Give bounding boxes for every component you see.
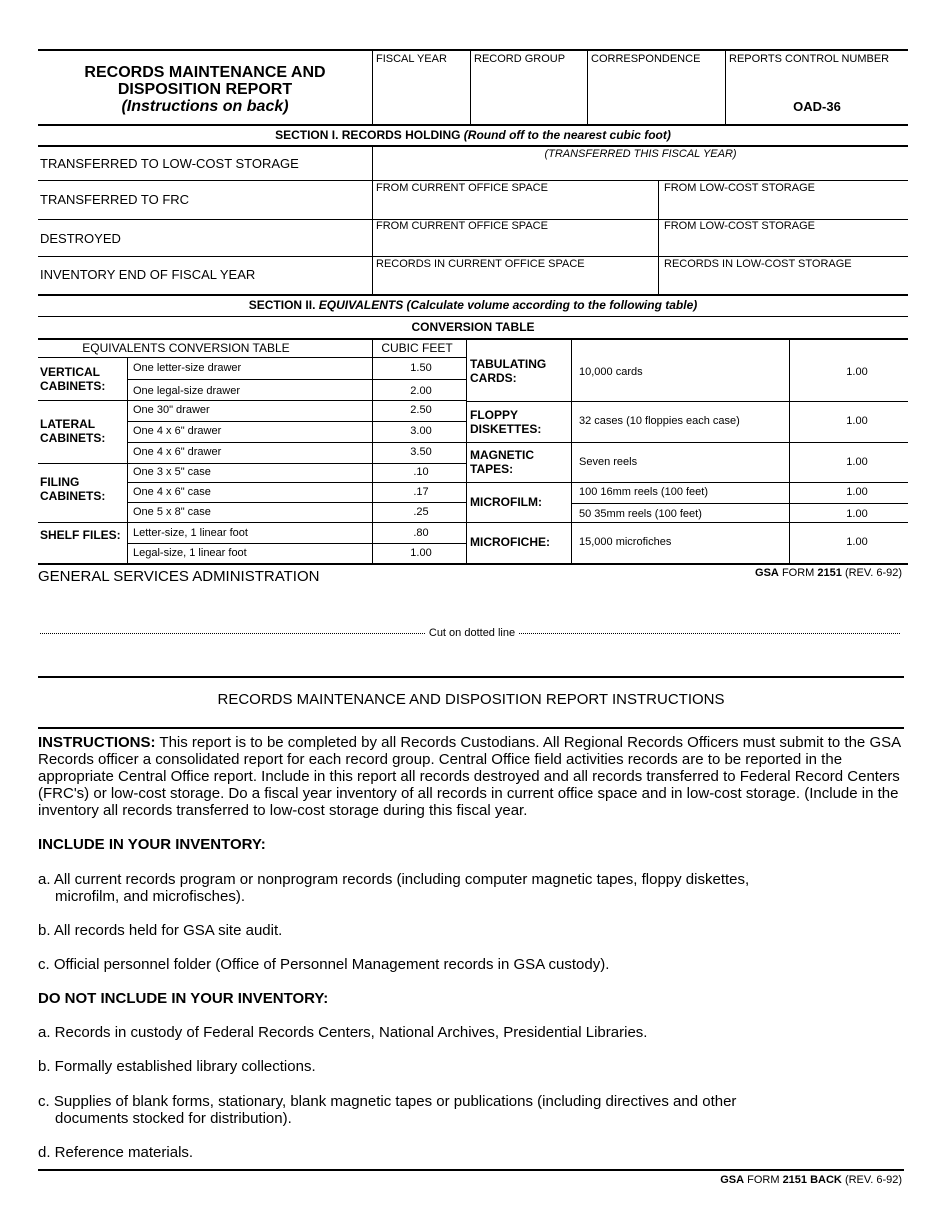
form-word: FORM: [747, 1174, 780, 1186]
destroyed-low-cost-field[interactable]: FROM LOW-COST STORAGE: [664, 220, 815, 232]
correspondence-field[interactable]: CORRESPONDENCE: [591, 53, 701, 65]
item-desc: Legal-size, 1 linear foot: [133, 547, 247, 559]
item-desc: Seven reels: [579, 456, 638, 468]
cut-line-label: Cut on dotted line: [428, 627, 516, 639]
section1-title: [38, 128, 908, 142]
include-item-a-line2: microfilm, and microfisches).: [55, 888, 246, 905]
item-desc: 50 35mm reels (100 feet): [579, 508, 702, 520]
col-header-cubic-feet: CUBIC FEET: [381, 341, 453, 355]
agency-name: GENERAL SERVICES ADMINISTRATION: [38, 568, 320, 585]
include-item-c: c. Official personnel folder (Office of Personnel Management records in GSA custody).: [38, 956, 610, 973]
exclude-item-c-line2: documents stocked for distribution).: [55, 1110, 292, 1127]
group-magnetic-tapes: MAGNETIC TAPES:: [470, 448, 534, 476]
exclude-item-c-line1: c. Supplies of blank forms, stationary, blank magnetic tapes or publications (including directives and other: [38, 1093, 737, 1110]
item-value: 1.50: [410, 362, 432, 374]
item-value: 1.00: [846, 366, 868, 378]
item-value: .10: [413, 466, 429, 478]
item-value: 3.50: [410, 446, 432, 458]
include-item-a-line1: a. All current records program or nonprogram records (including computer magnetic tapes, floppy diskettes,: [38, 871, 750, 888]
group-shelf-files: SHELF FILES:: [40, 528, 121, 542]
item-value: 1.00: [846, 536, 868, 548]
form-gsa: GSA: [755, 567, 779, 579]
form-number-front: [755, 567, 902, 579]
instructions-intro: [38, 734, 908, 819]
item-desc: One 4 x 6" case: [133, 486, 211, 498]
frc-low-cost-field[interactable]: FROM LOW-COST STORAGE: [664, 182, 815, 194]
row-frc-label: TRANSFERRED TO FRC: [40, 192, 190, 207]
item-value: 2.00: [410, 385, 432, 397]
item-desc: One 4 x 6" drawer: [133, 425, 222, 437]
record-group-field[interactable]: RECORD GROUP: [474, 53, 566, 65]
include-item-a: [38, 871, 908, 905]
cut-line-left: [40, 633, 425, 634]
col-header-equivalents: EQUIVALENTS CONVERSION TABLE: [82, 341, 290, 355]
row-inventory-label: INVENTORY END OF FISCAL YEAR: [40, 267, 256, 282]
low-cost-storage-input[interactable]: [373, 162, 908, 179]
item-value: 1.00: [846, 508, 868, 520]
item-desc: One legal-size drawer: [133, 385, 240, 397]
section1-title-note: (Round off to the nearest cubic foot): [463, 128, 671, 142]
item-desc: 32 cases (10 floppies each case): [579, 415, 740, 427]
item-desc: One 4 x 6" drawer: [133, 446, 222, 458]
form-subtitle: (Instructions on back): [121, 98, 289, 115]
reports-control-number-label: REPORTS CONTROL NUMBER: [729, 53, 890, 65]
inventory-current-office-field[interactable]: RECORDS IN CURRENT OFFICE SPACE: [376, 258, 585, 270]
destroyed-current-office-field[interactable]: FROM CURRENT OFFICE SPACE: [376, 220, 548, 232]
item-value: .25: [413, 506, 429, 518]
instructions-heading: RECORDS MAINTENANCE AND DISPOSITION REPORT INSTRUCTIONS: [217, 691, 725, 708]
low-cost-storage-note: (TRANSFERRED THIS FISCAL YEAR): [544, 148, 737, 160]
exclude-item-b: b. Formally established library collections.: [38, 1058, 316, 1075]
form-rev: (REV. 6-92): [844, 1174, 902, 1186]
item-value: 3.00: [410, 425, 432, 437]
exclude-item-a: a. Records in custody of Federal Records Centers, National Archives, Presidential Libraries.: [38, 1024, 648, 1041]
item-value: 1.00: [846, 456, 868, 468]
form-word: FORM: [781, 567, 815, 579]
item-desc: 15,000 microfiches: [579, 536, 672, 548]
section1-title-prefix: SECTION I. RECORDS HOLDING: [275, 128, 461, 142]
form-number: 2151 BACK: [782, 1174, 842, 1186]
inventory-low-cost-field[interactable]: RECORDS IN LOW-COST STORAGE: [664, 258, 852, 270]
group-filing-cabinets: FILING CABINETS:: [40, 475, 106, 503]
form-title-line2: DISPOSITION REPORT: [117, 81, 293, 98]
section2-title: [38, 298, 908, 312]
exclude-item-d: d. Reference materials.: [38, 1144, 194, 1161]
item-desc: 10,000 cards: [579, 366, 643, 378]
row-low-cost-storage-label: TRANSFERRED TO LOW-COST STORAGE: [40, 156, 299, 171]
item-value: .17: [413, 486, 429, 498]
frc-current-office-field[interactable]: FROM CURRENT OFFICE SPACE: [376, 182, 548, 194]
exclude-item-c: [38, 1093, 908, 1127]
item-desc: One 5 x 8" case: [133, 506, 211, 518]
reports-control-number-value: OAD-36: [793, 99, 841, 114]
instructions-intro-label: INSTRUCTIONS:: [38, 734, 156, 751]
include-item-b: b. All records held for GSA site audit.: [38, 922, 283, 939]
group-microfilm: MICROFILM:: [470, 495, 542, 509]
item-desc: One 30" drawer: [133, 404, 210, 416]
form-gsa: GSA: [720, 1174, 745, 1186]
item-desc: One letter-size drawer: [133, 362, 242, 374]
item-value: 2.50: [410, 404, 432, 416]
cut-line-right: [519, 633, 900, 634]
group-floppy-diskettes: FLOPPY DISKETTES:: [470, 408, 542, 436]
form-rev: (REV. 6-92): [844, 567, 902, 579]
section2-title-prefix: SECTION II.: [248, 298, 316, 312]
form-title: [40, 64, 370, 115]
fiscal-year-field[interactable]: FISCAL YEAR: [376, 53, 447, 65]
item-desc: Letter-size, 1 linear foot: [133, 527, 248, 539]
instructions-intro-text: This report is to be completed by all Records Custodians. All Regional Records Officers must submit to the GSA Records officer a consolidated report for each record group. Central Office field activities records are to be reported in the appropriate Central Office report. Include in this report all records destroyed and all records transferred to Federal Record Centers (FRC's) or low-cost storage. Do a fiscal year inventory of all records in current office space and in low-cost storage. (Include in the inventory all records transferred to low-cost storage during this fiscal year.: [38, 734, 901, 819]
item-value: 1.00: [846, 415, 868, 427]
group-microfiche: MICROFICHE:: [470, 535, 550, 549]
include-heading: INCLUDE IN YOUR INVENTORY:: [38, 836, 266, 853]
form-title-line1: RECORDS MAINTENANCE AND: [84, 64, 326, 81]
group-vertical-cabinets: VERTICAL CABINETS:: [40, 365, 106, 393]
top-border: [38, 49, 908, 51]
item-value: .80: [413, 527, 429, 539]
section2-title-rest: EQUIVALENTS (Calculate volume according to the following table): [318, 298, 698, 312]
exclude-heading: DO NOT INCLUDE IN YOUR INVENTORY:: [38, 990, 329, 1007]
form-number: 2151: [817, 567, 842, 579]
item-desc: 100 16mm reels (100 feet): [579, 486, 709, 498]
group-tabulating-cards: TABULATING CARDS:: [470, 357, 547, 385]
item-value: 1.00: [846, 486, 868, 498]
row-destroyed-label: DESTROYED: [40, 231, 121, 246]
conversion-table-label: CONVERSION TABLE: [411, 320, 535, 334]
form-number-back: [720, 1174, 902, 1186]
item-desc: One 3 x 5" case: [133, 466, 211, 478]
group-lateral-cabinets: LATERAL CABINETS:: [40, 417, 106, 445]
item-value: 1.00: [410, 547, 432, 559]
